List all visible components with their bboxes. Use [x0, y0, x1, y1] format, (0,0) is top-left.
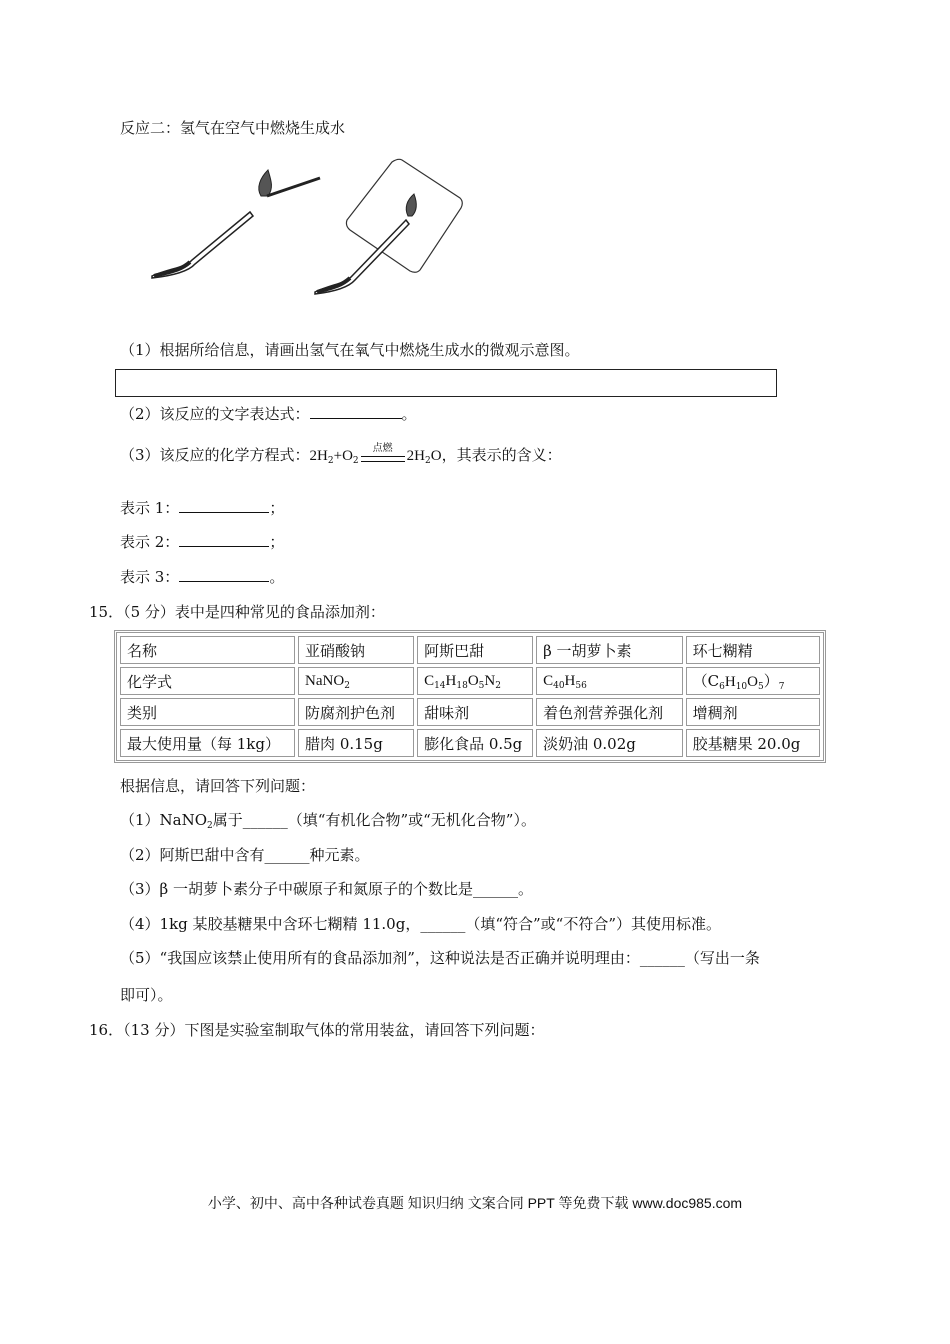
formula-text: C [543, 673, 554, 689]
reaction2-title: 反应二：氢气在空气中燃烧生成水 [120, 119, 346, 137]
q15-sub1 [120, 810, 536, 836]
hydrogen-burning-figure [140, 150, 480, 310]
meaning-3-end: 。 [269, 568, 285, 586]
formula-sub: 2 [344, 681, 350, 691]
q14-part2-prefix: （2）该反应的文字表达式： [120, 405, 310, 423]
eq-h2o-o: O [430, 448, 442, 464]
meaning-3-label: 表示 3： [120, 568, 180, 586]
meaning-3-blank[interactable] [179, 567, 269, 582]
drawing-answer-box[interactable] [115, 369, 777, 397]
q14-part2-suffix: 。 [401, 405, 417, 423]
meaning-2 [120, 532, 284, 552]
q15-sub1-sub: 2 [207, 821, 213, 831]
meaning-2-label: 表示 2： [120, 533, 180, 551]
formula-text: ） [763, 672, 779, 690]
eq-condition-arrow [359, 445, 407, 465]
eq-h2-sub: 2 [327, 456, 334, 466]
table-cell: 阿斯巴甜 [417, 636, 533, 664]
formula-text: C [424, 673, 435, 689]
table-cell: 名称 [120, 636, 295, 664]
formula-text: H [445, 673, 457, 689]
table-cell: 最大使用量（每 1kg） [120, 729, 295, 757]
q14-part2-blank[interactable] [310, 404, 402, 419]
formula-nano2 [298, 667, 414, 695]
table-cell: 化学式 [120, 667, 295, 695]
q14-part2 [120, 404, 417, 424]
q15-title: 15．（5 分）表中是四种常见的食品添加剂： [89, 603, 385, 621]
table-cell: 增稠剂 [686, 698, 820, 726]
q16-title: 16．（13 分）下图是实验室制取气体的常用装盆，请回答下列问题： [89, 1021, 545, 1039]
q14-part1: （1）根据所给信息，请画出氢气在氧气中燃烧生成水的微观示意图。 [120, 341, 580, 359]
table-cell: 防腐剂护色剂 [298, 698, 414, 726]
meaning-2-end: ； [269, 533, 285, 551]
eq-h2: 2H [309, 448, 328, 464]
formula-sub: 40 [553, 681, 565, 691]
eq-condition: 点燃 [372, 443, 393, 454]
table-cell: 甜味剂 [417, 698, 533, 726]
meaning-1 [120, 498, 284, 518]
q15-sub5-line1: （5）“我国应该禁止使用所有的食品添加剂”，这种说法是否正确并说明理由：______（写出一条 [120, 949, 760, 967]
q15-sub4: （4）1kg 某胶基糖果中含环七糊精 11.0g，______（填“符合”或“不符合”）其使用标准。 [120, 915, 721, 933]
formula-text: H [564, 673, 576, 689]
table-cell: 亚硝酸钠 [298, 636, 414, 664]
table-cell: 膨化食品 0.5g [417, 729, 533, 757]
footer-text: 小学、初中、高中各种试卷真题 知识归纳 文案合同 PPT 等免费下载 www.doc985.com [207, 1195, 743, 1211]
table-row [120, 667, 820, 695]
left-flame [259, 170, 320, 196]
table-cell: β 一胡萝卜素 [536, 636, 683, 664]
q14-part3 [120, 445, 562, 471]
formula-text: O [467, 673, 479, 689]
formula-text: N [484, 673, 496, 689]
q15-prompt: 根据信息，请回答下列问题： [120, 777, 316, 795]
table-row [120, 636, 820, 664]
eq-plus-o2: +O [333, 448, 353, 464]
table-cell: 类别 [120, 698, 295, 726]
q15-sub2: （2）阿斯巴甜中含有______种元素。 [120, 846, 370, 864]
formula-text: NaNO [305, 673, 345, 689]
formula-sub: 7 [778, 682, 785, 692]
table-cell: 淡奶油 0.02g [536, 729, 683, 757]
formula-sub: 5 [757, 682, 764, 692]
eq-double-bar [361, 456, 405, 462]
q15-sub1-rest: 属于______（填“有机化合物”或“无机化合物”）。 [212, 811, 536, 829]
meaning-1-blank[interactable] [179, 498, 269, 513]
formula-text: O [747, 674, 758, 690]
right-glass-plate [346, 159, 462, 272]
table-row [120, 729, 820, 757]
table-cell: 环七糊精 [686, 636, 820, 664]
formula-text: （C [692, 672, 720, 690]
meaning-1-label: 表示 1： [120, 499, 180, 517]
formula-carotene [536, 667, 683, 695]
q15-sub5-line2: 即可）。 [120, 986, 173, 1004]
q15-sub1-start: （1）NaNO [120, 811, 208, 829]
formula-sub: 10 [735, 682, 748, 692]
food-additives-table [114, 630, 826, 763]
right-flame [406, 194, 416, 216]
table-cell: 腊肉 0.15g [298, 729, 414, 757]
formula-sub: 14 [434, 681, 446, 691]
eq-h2o: 2H [406, 448, 425, 464]
meaning-1-end: ； [269, 499, 285, 517]
formula-text: H [724, 674, 736, 690]
table-row [120, 698, 820, 726]
q14-part3-prefix: （3）该反应的化学方程式： [120, 446, 310, 464]
eq-o2-sub: 2 [352, 456, 359, 466]
eq-h2o-sub: 2 [425, 456, 431, 466]
formula-sub: 56 [575, 681, 587, 691]
q14-part3-suffix: ，其表示的含义： [441, 446, 562, 464]
meaning-2-blank[interactable] [179, 532, 269, 547]
formula-sub: 5 [478, 681, 485, 691]
formula-sub: 2 [495, 681, 501, 691]
formula-sub: 18 [456, 681, 468, 691]
table-cell: 着色剂营养强化剂 [536, 698, 683, 726]
formula-aspartame [417, 667, 533, 695]
table-cell: 胶基糖果 20.0g [686, 729, 820, 757]
right-burner-tube [315, 220, 409, 294]
formula-cyclodextrin [686, 667, 820, 695]
formula-sub: 6 [719, 682, 725, 692]
q15-sub3: （3）β 一胡萝卜素分子中碳原子和氮原子的个数比是______。 [120, 880, 533, 898]
meaning-3 [120, 567, 284, 587]
left-burner-tube [152, 212, 253, 278]
